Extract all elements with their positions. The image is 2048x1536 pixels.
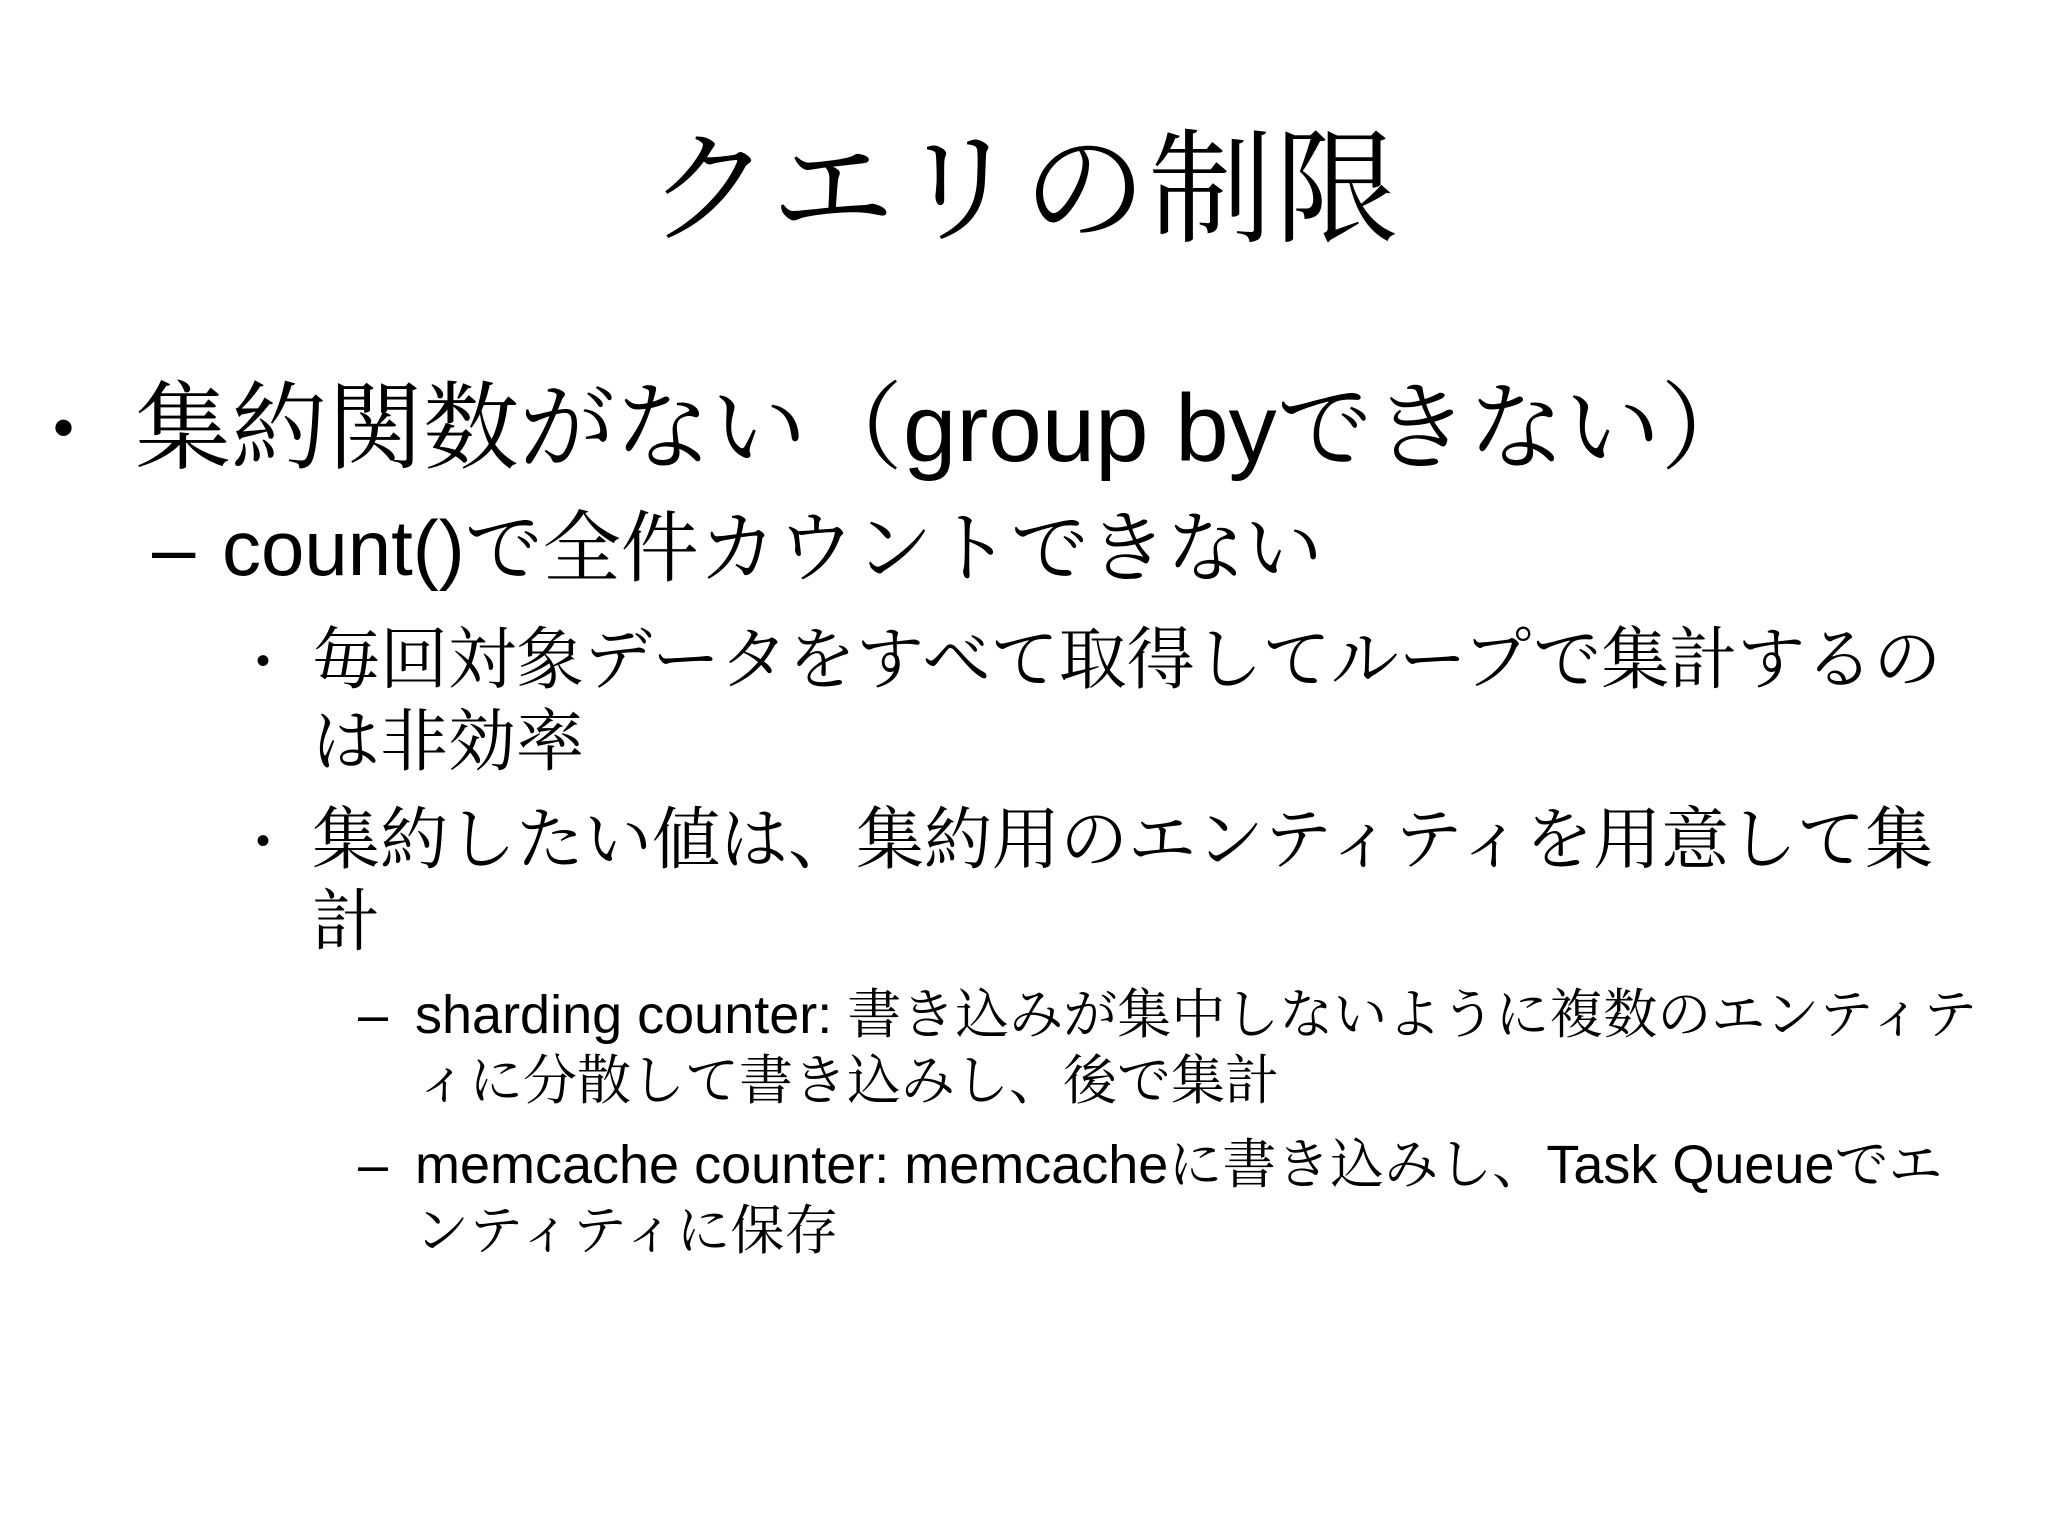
bullet-level4-sharding-counter: [358, 982, 1990, 1114]
bullet-icon: •: [256, 819, 271, 863]
text-jp: に書き込みし、: [1168, 1133, 1547, 1196]
text-jp: 書き込みが集中しないように複数のエンティティに分散して書き込みし、後で集計: [415, 983, 1977, 1112]
text-jp: 集約関数がない（: [135, 372, 903, 484]
bullet-icon: •: [256, 639, 271, 683]
bullet-level3-text: 集約したい値は、集約用のエンティティを用意して集計: [312, 801, 1934, 962]
bullet-icon: •: [53, 394, 75, 461]
dash-icon: –: [358, 1135, 389, 1195]
text-en: memcache counter: memcache: [415, 1135, 1169, 1195]
bullet-level1-text: [135, 370, 1985, 487]
text-jp-end: できない）: [1276, 372, 1757, 484]
dash-icon: –: [358, 985, 389, 1045]
text-en: count(): [222, 504, 465, 592]
bullet-level3-inefficient: [256, 620, 1984, 784]
bullet-level4-memcache-counter: [358, 1132, 1990, 1264]
text-jp-2: でエンティティに保存: [415, 1133, 1943, 1262]
bullet-level3-aggregate-entity: [256, 800, 1984, 964]
text-en: group by: [903, 375, 1277, 482]
slide-title: クエリの制限: [647, 118, 1401, 262]
bullet-level1-aggregate: [53, 370, 1985, 487]
dash-icon: –: [152, 504, 196, 592]
text-en-2: Task Queue: [1546, 1135, 1835, 1195]
text-en: sharding counter:: [415, 985, 848, 1045]
bullet-level4-text: [415, 982, 1990, 1114]
bullet-level2-text: [222, 500, 1982, 597]
text-jp: で全件カウントできない: [464, 504, 1323, 594]
bullet-level3-text: 毎回対象データをすべて取得してループで集計するのは非効率: [312, 621, 1942, 782]
bullet-level2-count: [152, 500, 1982, 597]
bullet-level4-text: [415, 1132, 1990, 1264]
